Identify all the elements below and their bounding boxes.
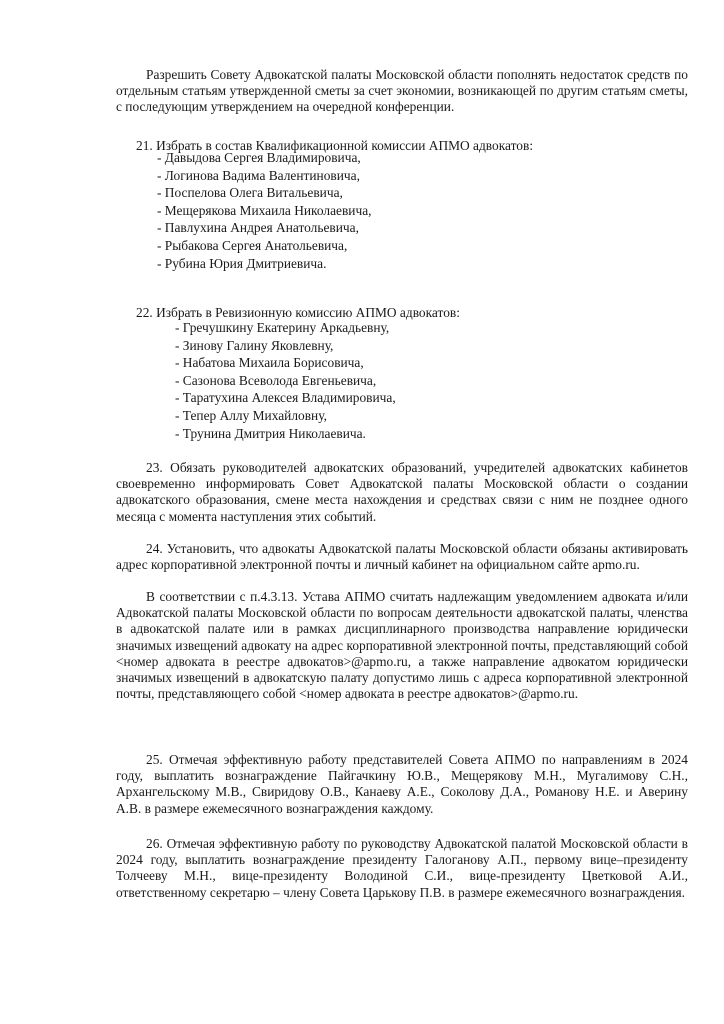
paragraph-24-continuation: В соответствии с п.4.3.13. Устава АПМО считать надлежащим уведомлением адвоката и/или Адвокатской палаты Московской области по вопросам деятельности адвокатской палаты, членства в адвокатской палате или в рамках дисциплинарного производства направление юридически значимых извещений адвокату на адрес корпоративной электронной почты, представляющий собой <номер адвоката в реестре адвокатов>@apmo.ru, а также направление адвокатом юридически значимых извещений в адвокатскую палату допустимо лишь с адреса корпоративной электронной почты, представляющего собой <номер адвоката в реестре адвокатов>@apmo.ru.: [116, 589, 688, 702]
list-item: - Рыбакова Сергея Анатольевича,: [157, 237, 348, 253]
paragraph-intro: Разрешить Совету Адвокатской палаты Московской области пополнять недостаток средств по отдельным статьям утвержденной сметы за счет экономии, возникающей по другим статьям сметы, с последующим утверждением на очередной конференции.: [116, 67, 688, 115]
list-item: - Гречушкину Екатерину Аркадьевну,: [175, 320, 390, 335]
paragraph-26: 26. Отмечая эффективную работу по руководству Адвокатской палатой Московской области в 2024 году, выплатить вознаграждение президенту Галоганову А.П., первому вице–президенту Толчееву М.Н., вице-президенту Володиной С.И., вице-президенту Цветковой А.И., ответственному секретарю – члену Совета Царькову П.В. в размере ежемесячного вознаграждения.: [116, 836, 688, 900]
list-item: - Давыдова Сергея Владимировича,: [157, 150, 361, 165]
list-item: - Набатова Михаила Борисовича,: [175, 355, 364, 371]
paragraph-25: 25. Отмечая эффективную работу представителей Совета АПМО по направлениям в 2024 году, выплатить вознаграждение Пайгачкину Ю.В., Мещерякову М.Н., Мугалимову С.Н., Архангельскому М.В., Свиридову О.В., Канаеву А.Е., Соколову Д.А., Романову Н.Е. и Аверину А.В. в размере ежемесячного вознаграждения каждому.: [116, 752, 688, 816]
list-item: - Таратухина Алексея Владимировича,: [175, 390, 396, 406]
list-item: - Поспелова Олега Витальевича,: [157, 185, 343, 201]
list-item: - Тепер Аллу Михайловну,: [175, 407, 327, 423]
paragraph-23: 23. Обязать руководителей адвокатских образований, учредителей адвокатских кабинетов своевременно информировать Совет Адвокатской палаты Московской области о создании адвокатского образования, смене места нахождения и средствах связи с ним не позднее одного месяца с момента наступления этих событий.: [116, 460, 688, 524]
list-item: - Павлухина Андрея Анатольевича,: [157, 220, 359, 236]
section-21-list: [157, 149, 371, 272]
list-item: - Логинова Вадима Валентиновича,: [157, 167, 360, 183]
section-22-list: [175, 319, 396, 442]
paragraph-24: 24. Установить, что адвокаты Адвокатской палаты Московской области обязаны активировать адрес корпоративной электронной почты и личный кабинет на официальном сайте apmo.ru.: [116, 541, 688, 573]
list-item: - Мещерякова Михаила Николаевича,: [157, 202, 372, 218]
list-item: - Зинову Галину Яковлевну,: [175, 337, 334, 353]
list-item: - Рубина Юрия Дмитриевича.: [157, 255, 327, 271]
list-item: - Сазонова Всеволода Евгеньевича,: [175, 372, 377, 388]
list-item: - Трунина Дмитрия Николаевича.: [175, 425, 366, 441]
section-22-heading: 22. Избрать в Ревизионную комиссию АПМО адвокатов:: [136, 305, 460, 320]
section-21-heading: 21. Избрать в состав Квалификационной комиссии АПМО адвокатов:: [136, 138, 534, 153]
